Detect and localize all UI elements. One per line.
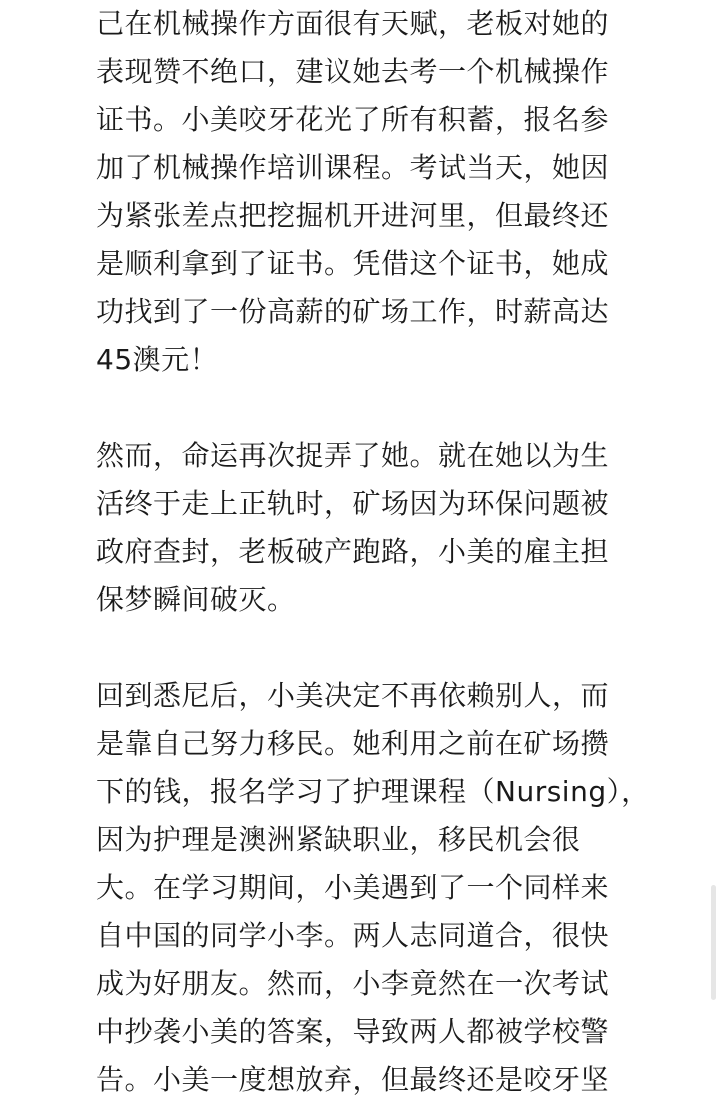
text-line: 是顺利拿到了证书。凭借这个证书，她成 (96, 247, 610, 280)
paragraph-1 (96, 0, 696, 384)
text-line: 回到悉尼后，小美决定不再依赖别人，而 (96, 679, 610, 712)
text-line: 活终于走上正轨时，矿场因为环保问题被 (96, 487, 610, 520)
scrollbar-thumb[interactable] (711, 885, 716, 1000)
text-line: 己在机械操作方面很有天赋，老板对她的 (96, 7, 610, 40)
paragraph-gap (96, 384, 696, 432)
article-body (96, 0, 696, 1104)
text-line: 大。在学习期间，小美遇到了一个同样来 (96, 871, 610, 904)
text-line: 下的钱，报名学习了护理课程（Nursing）， (96, 775, 650, 808)
text-line: 表现赞不绝口，建议她去考一个机械操作 (96, 55, 610, 88)
paragraph-3 (96, 672, 696, 1104)
text-line: 是靠自己努力移民。她利用之前在矿场攒 (96, 727, 610, 760)
text-line: 中抄袭小美的答案，导致两人都被学校警 (96, 1015, 610, 1048)
text-line: 加了机械操作培训课程。考试当天，她因 (96, 151, 610, 184)
text-line: 45澳元！ (96, 343, 219, 376)
text-line: 为紧张差点把挖掘机开进河里，但最终还 (96, 199, 610, 232)
paragraph-gap (96, 624, 696, 672)
text-line: 政府查封，老板破产跑路，小美的雇主担 (96, 535, 610, 568)
text-line: 告。小美一度想放弃，但最终还是咬牙坚 (96, 1063, 610, 1096)
text-line: 因为护理是澳洲紧缺职业，移民机会很 (96, 823, 581, 856)
text-line: 功找到了一份高薪的矿场工作，时薪高达 (96, 295, 610, 328)
text-line: 然而，命运再次捉弄了她。就在她以为生 (96, 439, 610, 472)
text-line: 成为好朋友。然而，小李竟然在一次考试 (96, 967, 610, 1000)
paragraph-2 (96, 432, 696, 624)
text-line: 保梦瞬间破灭。 (96, 583, 296, 616)
text-line: 自中国的同学小李。两人志同道合，很快 (96, 919, 610, 952)
text-line: 证书。小美咬牙花光了所有积蓄，报名参 (96, 103, 610, 136)
